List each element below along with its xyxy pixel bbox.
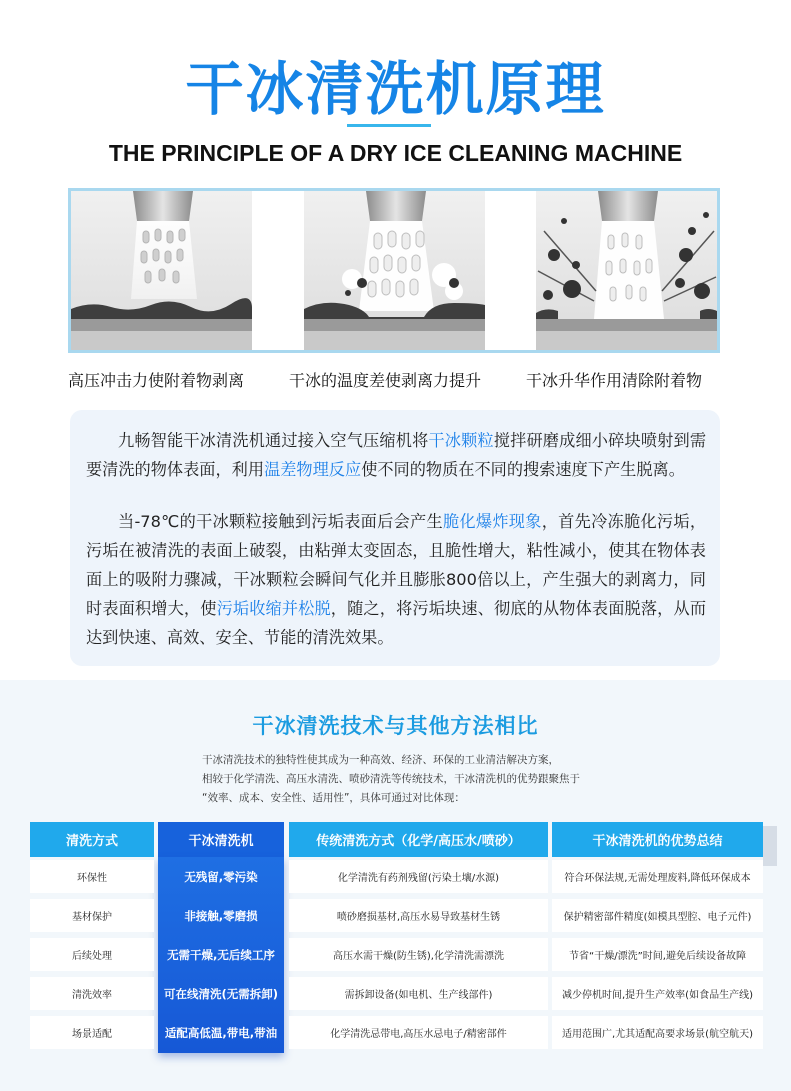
table-cell: 场景适配 (30, 1016, 154, 1049)
table-cell: 基材保护 (30, 899, 154, 932)
header-advantage: 干冰清洗机的优势总结 (552, 822, 763, 857)
table-cell: 符合环保法规,无需处理废料,降低环保成本 (552, 860, 763, 893)
description-paragraph-1 (86, 426, 706, 484)
page-subtitle: THE PRINCIPLE OF A DRY ICE CLEANING MACHINE (108, 140, 683, 166)
table-cell: 非接触,零磨损 (184, 908, 258, 923)
text: 当-78℃的干冰颗粒接触到污垢表面后会产生 (118, 512, 443, 531)
comparison-title: 干冰清洗技术与其他方法相比 (252, 714, 539, 738)
highlight-dirt-shrinks: 污垢收缩并松脱 (216, 599, 331, 618)
intro-line: “效率、成本、安全性、适用性”，具体可通过对比体现： (202, 792, 465, 804)
description-paragraph-2 (86, 507, 706, 652)
table-cell: 化学清洗忌带电,高压水忌电子/精密部件 (289, 1016, 548, 1049)
header-dry-ice: 干冰清洗机 (158, 822, 284, 857)
highlight-dry-ice-particles: 干冰颗粒 (428, 431, 494, 450)
text: 搅拌研磨成细小碎块喷射到需要清洗的物体表面，利用 (86, 431, 707, 479)
page-title: 干冰清洗机原理 (185, 55, 606, 123)
highlight-temperature-reaction: 温差物理反应 (264, 460, 362, 479)
table-cell: 减少停机时间,提升生产效率(如食品生产线) (552, 977, 763, 1010)
table-cell: 节省“干燥/漂洗”时间,避免后续设备故障 (552, 938, 763, 971)
comparison-intro (202, 751, 622, 808)
table-cell: 可在线清洗(无需拆卸) (163, 986, 278, 1001)
caption-sublimation: 干冰升华作用清除附着物 (526, 371, 703, 390)
panel-impact (71, 191, 252, 350)
panel-sublimation (536, 191, 717, 350)
table-cell: 高压水需干燥(防生锈),化学清洗需漂洗 (289, 938, 548, 971)
table-cell: 保护精密部件精度(如模具型腔、电子元件) (552, 899, 763, 932)
table-cell: 清洗效率 (30, 977, 154, 1010)
table-cell: 适用范围广,尤其适配高要求场景(航空航天) (552, 1016, 763, 1049)
intro-line: 干冰清洗技术的独特性使其成为一种高效、经济、环保的工业清洁解决方案， (202, 754, 559, 766)
header-method: 清洗方式 (30, 822, 154, 857)
table-cell: 喷砂磨损基材,高压水易导致基材生锈 (289, 899, 548, 932)
table-cell: 化学清洗有药剂残留(污染土壤/水源) (289, 860, 548, 893)
text: ，随之，将污垢块速、彻底的从物体表面脱落，从而达到快速、高效、安全、节能的清洗效果。 (86, 599, 707, 647)
table-cell: 需拆卸设备(如电机、生产线部件) (289, 977, 548, 1010)
description-box (70, 410, 720, 666)
table-shadow (763, 826, 777, 866)
panel-temperature (304, 191, 485, 350)
table-cell: 适配高低温,带电,带油 (164, 1025, 278, 1040)
caption-temperature: 干冰的温度差使剥离力提升 (289, 371, 482, 390)
caption-impact: 高压冲击力使附着物剥离 (68, 371, 245, 390)
table-cell: 无需干燥,无后续工序 (167, 947, 275, 962)
table-cell: 后续处理 (30, 938, 154, 971)
table-cell: 环保性 (30, 860, 154, 893)
principle-illustration (68, 188, 720, 353)
title-underline (347, 124, 431, 127)
text: ，首先冷冻脆化污垢，污垢在被清洗的表面上破裂，由粘弹太变固态，且脆性增大，粘性减小，使其在物体表面上的吸附力骤减，干冰颗粒会瞬间气化并且膨胀800倍以上，产生强大的剥离力，同时表面积增大，使 (86, 512, 707, 618)
text: 使不同的物质在不同的搜索速度下产生脱离。 (361, 460, 685, 479)
intro-line: 相较于化学清洗、高压水清洗、喷砂清洗等传统技术，干冰清洗机的优势跟聚焦于 (202, 773, 580, 785)
table-cell: 无残留,零污染 (184, 869, 258, 884)
highlight-brittle-explosion: 脆化爆炸现象 (442, 512, 542, 531)
header-traditional: 传统清洗方式（化学/高压水/喷砂） (289, 822, 548, 857)
text: 九畅智能干冰清洗机通过接入空气压缩机将 (118, 431, 429, 450)
